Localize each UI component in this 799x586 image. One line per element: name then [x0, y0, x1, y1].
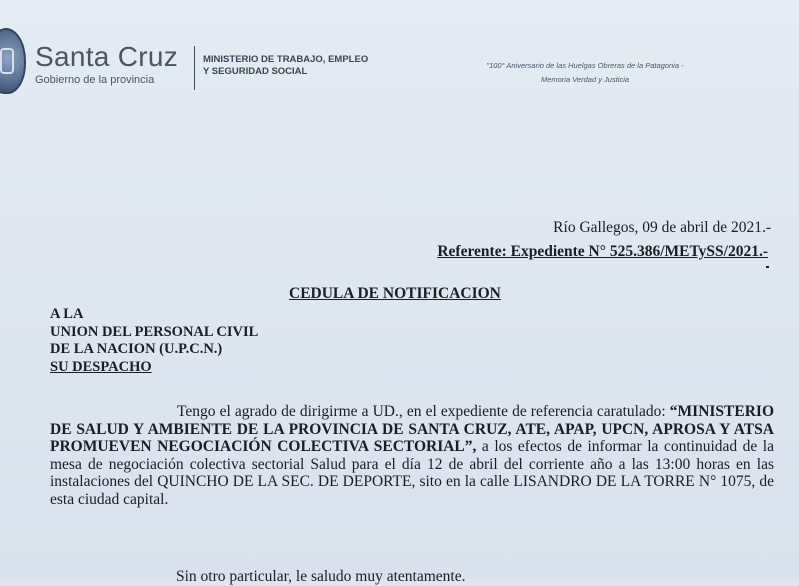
- brand-name: Santa Cruz: [35, 41, 179, 72]
- anniversary-motto: [449, 59, 721, 87]
- closing-line: Sin otro particular, le saludo muy atentamente.: [176, 568, 466, 585]
- address-line-4: SU DESPACHO: [50, 358, 152, 375]
- body-intro: Tengo el agrado de dirigirme a UD., en el expediente de referencia caratulado:: [177, 403, 666, 420]
- address-line-2: UNION DEL PERSONAL CIVIL: [50, 323, 259, 340]
- document-title: CEDULA DE NOTIFICACION: [289, 285, 501, 302]
- body-text: a los efectos de informar la continuidad de la mesa de negociación colectiva sectorial Salud para el día 12 de abril del corriente año a las 13:00 horas en las instalaciones del QUINCHO DE LA SEC. DE DEPORTE, sito en la calle LISANDRO DE LA TORRE N° 1075, de esta ciudad capital.: [50, 438, 774, 508]
- stray-mark: [766, 266, 769, 268]
- reference-number: Referente: Expediente N° 525.386/METySS/2021.-: [437, 243, 768, 260]
- letterhead-divider: [194, 46, 195, 90]
- recipient-address: [50, 306, 258, 376]
- address-line-1: A LA: [50, 306, 84, 322]
- ministry-line-2: Y SEGURIDAD SOCIAL: [203, 66, 308, 77]
- document-date: Río Gallegos, 09 de abril de 2021.-: [553, 219, 771, 236]
- ministry-line-1: MINISTERIO DE TRABAJO, EMPLEO: [203, 54, 369, 65]
- body-paragraph: [50, 403, 774, 509]
- anniversary-line-2: Memoria Verdad y Justicia: [540, 75, 630, 84]
- ministry-name: [203, 54, 368, 78]
- brand-block: [35, 42, 178, 86]
- province-seal-icon: [0, 28, 26, 94]
- address-line-3: DE LA NACION (U.P.C.N.): [50, 341, 223, 357]
- anniversary-line-1: "100° Aniversario de las Huelgas Obreras de la Patagonia -: [486, 61, 684, 70]
- case-caption: “MINISTERIO DE SALUD Y AMBIENTE DE LA PROVINCIA DE SANTA CRUZ, ATE, APAP, UPCN, APROSA Y ATSA PROMUEVEN NEGOCIACIÓN COLECTIVA SECTORIAL”,: [50, 403, 774, 456]
- brand-subtitle: Gobierno de la provincia: [35, 74, 155, 86]
